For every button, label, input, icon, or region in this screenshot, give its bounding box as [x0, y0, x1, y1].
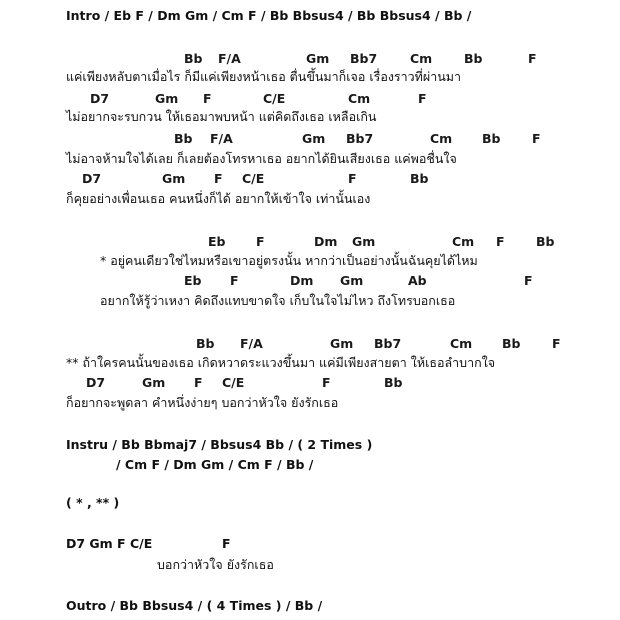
instru-line-1: Instru / Bb Bbmaj7 / Bbsus4 Bb / ( 2 Times ): [66, 437, 373, 452]
chord: Dm: [290, 273, 314, 288]
chord: D7: [82, 171, 102, 186]
chord: C/E: [242, 171, 265, 186]
chord: F/A: [210, 131, 233, 146]
verse-lyric-3: ไม่อาจห้ามใจได้เลย ก็เลยต้องโทรหาเธอ อยากได้ยินเสียงเธอ แค่พอชื่นใจ: [66, 151, 457, 166]
chord: F: [348, 171, 357, 186]
chord: F: [528, 51, 537, 66]
chord: F: [552, 336, 561, 351]
chord: Gm: [330, 336, 354, 351]
chord: F/A: [240, 336, 263, 351]
chord: F: [214, 171, 223, 186]
chord: Bb: [410, 171, 429, 186]
chord: Bb7: [374, 336, 402, 351]
chord: F: [256, 234, 265, 249]
chord: Bb7: [350, 51, 378, 66]
chord: Gm: [306, 51, 330, 66]
chorus1-lyric-2: อยากให้รู้ว่าเหงา คิดถึงแทบขาดใจ เก็บในใจไม่ไหว ถึงโทรบอกเธอ: [100, 293, 456, 308]
chord: C/E: [222, 375, 245, 390]
chord: Cm: [452, 234, 475, 249]
chord: Bb: [482, 131, 501, 146]
chord: F: [418, 91, 427, 106]
chord: Bb: [536, 234, 555, 249]
chord: F: [194, 375, 203, 390]
chord: Eb: [208, 234, 226, 249]
chord: Gm: [155, 91, 179, 106]
chord: Bb: [502, 336, 521, 351]
chord: F: [532, 131, 541, 146]
chord: Cm: [410, 51, 433, 66]
chorus2-lyric-1: ** ถ้าใครคนนั้นของเธอ เกิดหวาดระแวงขึ้นมา แค่มีเพียงสายตา ให้เธอลำบากใจ: [66, 355, 496, 370]
chord: F: [203, 91, 212, 106]
chord: Cm: [348, 91, 371, 106]
chord: Bb7: [346, 131, 374, 146]
ending-lyric: บอกว่าหัวใจ ยังรักเธอ: [157, 557, 274, 572]
chord: Bb: [174, 131, 193, 146]
instru-line-2: / Cm F / Dm Gm / Cm F / Bb /: [116, 457, 314, 472]
chord: Ab: [408, 273, 427, 288]
chord: Gm: [142, 375, 166, 390]
chord: F: [230, 273, 239, 288]
chord: Cm: [430, 131, 453, 146]
chord: C/E: [263, 91, 286, 106]
verse-lyric-2: ไม่อยากจะรบกวน ให้เธอมาพบหน้า แต่คิดถึงเธอ เหลือเกิน: [66, 109, 377, 124]
chord: D7: [86, 375, 106, 390]
chord: Bb: [196, 336, 215, 351]
chord: Bb: [384, 375, 403, 390]
chorus2-lyric-2: ก็อยากจะพูดลา คำหนึ่งง่ายๆ บอกว่าหัวใจ ยังรักเธอ: [66, 395, 339, 410]
ending-chord-f: F: [222, 536, 231, 551]
intro-line: Intro / Eb F / Dm Gm / Cm F / Bb Bbsus4 / Bb Bbsus4 / Bb /: [66, 8, 472, 23]
chord: D7: [90, 91, 110, 106]
chord: F: [496, 234, 505, 249]
ending-chords: D7 Gm F C/E: [66, 536, 153, 551]
chord: Cm: [450, 336, 473, 351]
chord: F: [322, 375, 331, 390]
repeat-marker: ( * , ** ): [66, 495, 120, 510]
verse-lyric-4: ก็คุยอย่างเพื่อนเธอ คนหนึ่งก็ได้ อยากให้เข้าใจ เท่านั้นเอง: [66, 191, 371, 206]
chord: Eb: [184, 273, 202, 288]
chord: Gm: [302, 131, 326, 146]
chorus1-lyric-1: * อยู่คนเดียวใช่ไหมหรือเขาอยู่ตรงนั้น หากว่าเป็นอย่างนั้นฉันคุยได้ไหม: [100, 253, 478, 268]
verse-lyric-1: แค่เพียงหลับตาเมื่อไร ก็มีแค่เพียงหน้าเธอ ตื่นขึ้นมาก็เจอ เรื่องราวที่ผ่านมา: [66, 69, 462, 84]
chord: Gm: [162, 171, 186, 186]
chord: Gm: [340, 273, 364, 288]
chord: Bb: [184, 51, 203, 66]
chord: Bb: [464, 51, 483, 66]
chord: F/A: [218, 51, 241, 66]
chord: Gm: [352, 234, 376, 249]
chord: Dm: [314, 234, 338, 249]
outro-line: Outro / Bb Bbsus4 / ( 4 Times ) / Bb /: [66, 598, 323, 613]
chord: F: [524, 273, 533, 288]
